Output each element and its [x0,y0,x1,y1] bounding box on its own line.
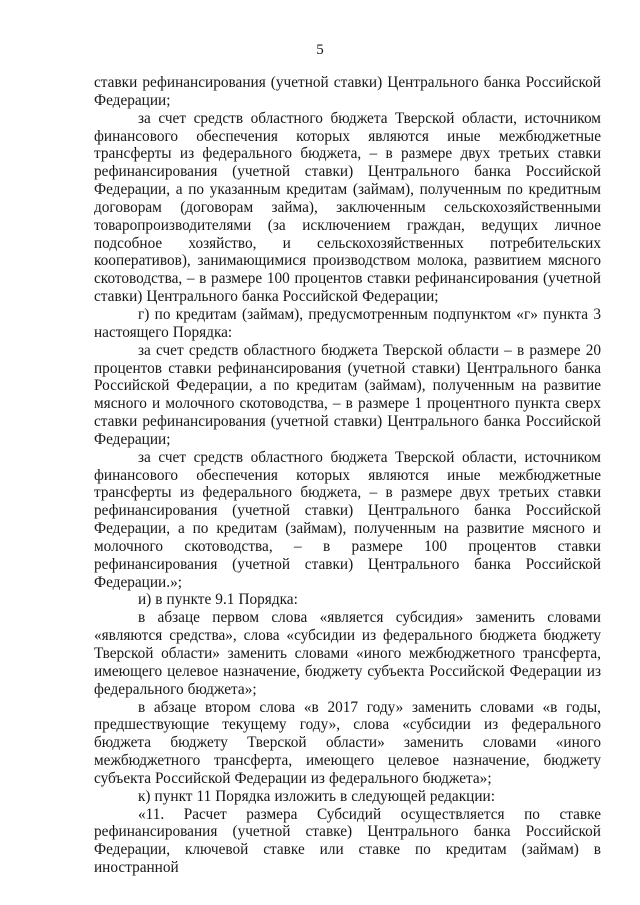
paragraph-item-11: «11. Расчет размера Субсидий осуществляется по ставке рефинансирования (учетной ставке) Центрального банка Российской Федерации, ключевой ставке или ставке по кредитам (займам) в иностранной [94,805,601,877]
paragraph-federal-transfers-two-thirds: за счет средств областного бюджета Тверской области, источником финансового обеспечения которых являются иные межбюджетные трансферты из федерального бюджета, – в размере двух третьих ставки рефинансирования (учетной ставки) Центрального банка Российской Федерации, а по кредитам (займам), полученным на развитие мясного и молочного скотоводства, – в размере 100 процентов ставки рефинансирования (учетной ставки) Центрального банка Российской Федерации.»; [94,448,601,591]
paragraph-second-abzac-change: в абзаце втором слова «в 2017 году» заменить словами «в годы, предшествующие текущему году», слова «субсидии из федерального бюджета бюджету Тверской области» заменить словами «иного межбюджетного трансферта, имеющего целевое назначение, бюджету субъекта Российской Федерации из федерального бюджета»; [94,698,601,787]
paragraph-continuation: ставки рефинансирования (учетной ставки) Центрального банка Российской Федерации; [94,74,601,109]
paragraph-first-abzac-change: в абзаце первом слова «является субсидия» заменить словами «являются средства», слова «субсидии из федерального бюджета бюджету Тверской области» заменить словами «иного межбюджетного трансферта, имеющего целевое назначение, бюджету субъекта Российской Федерации из федерального бюджета»; [94,609,601,698]
paragraph-subitem-g: г) по кредитам (займам), предусмотренным подпунктом «г» пункта 3 настоящего Порядка: [94,305,601,341]
paragraph-subitem-k: к) пункт 11 Порядка изложить в следующей редакции: [138,787,495,805]
paragraph-regional-budget-20-percent: за счет средств областного бюджета Тверской области – в размере 20 процентов ставки рефинансирования (учетной ставки) Центрального банка Российской Федерации, а по кредитам (займам), полученным на развитие мясного и молочного скотоводства, – в размере 1 процентного пункта сверх ставки рефинансирования (учетной ставки) Центрального банка Российской Федерации; [94,341,601,448]
document-body [94,74,601,877]
paragraph-subitem-i: и) в пункте 9.1 Порядка: [138,591,298,609]
paragraph-federal-transfers-rate: за счет средств областного бюджета Тверской области, источником финансового обеспечения которых являются иные межбюджетные трансферты из федерального бюджета, – в размере двух третьих ставки рефинансирования (учетной ставки) Центрального банка Российской Федерации, а по указанным кредитам (займам), полученным по кредитным договорам (договорам займа), заключенным сельскохозяйственными товаропроизводителями (за исключением граждан, ведущих личное подсобное хозяйство, и сельскохозяйственных потребительских кооперативов), занимающимися производством молока, развитием мясного скотоводства, – в размере 100 процентов ставки рефинансирования (учетной ставки) Центрального банка Российской Федерации; [94,109,601,306]
page-number: 5 [316,42,324,58]
